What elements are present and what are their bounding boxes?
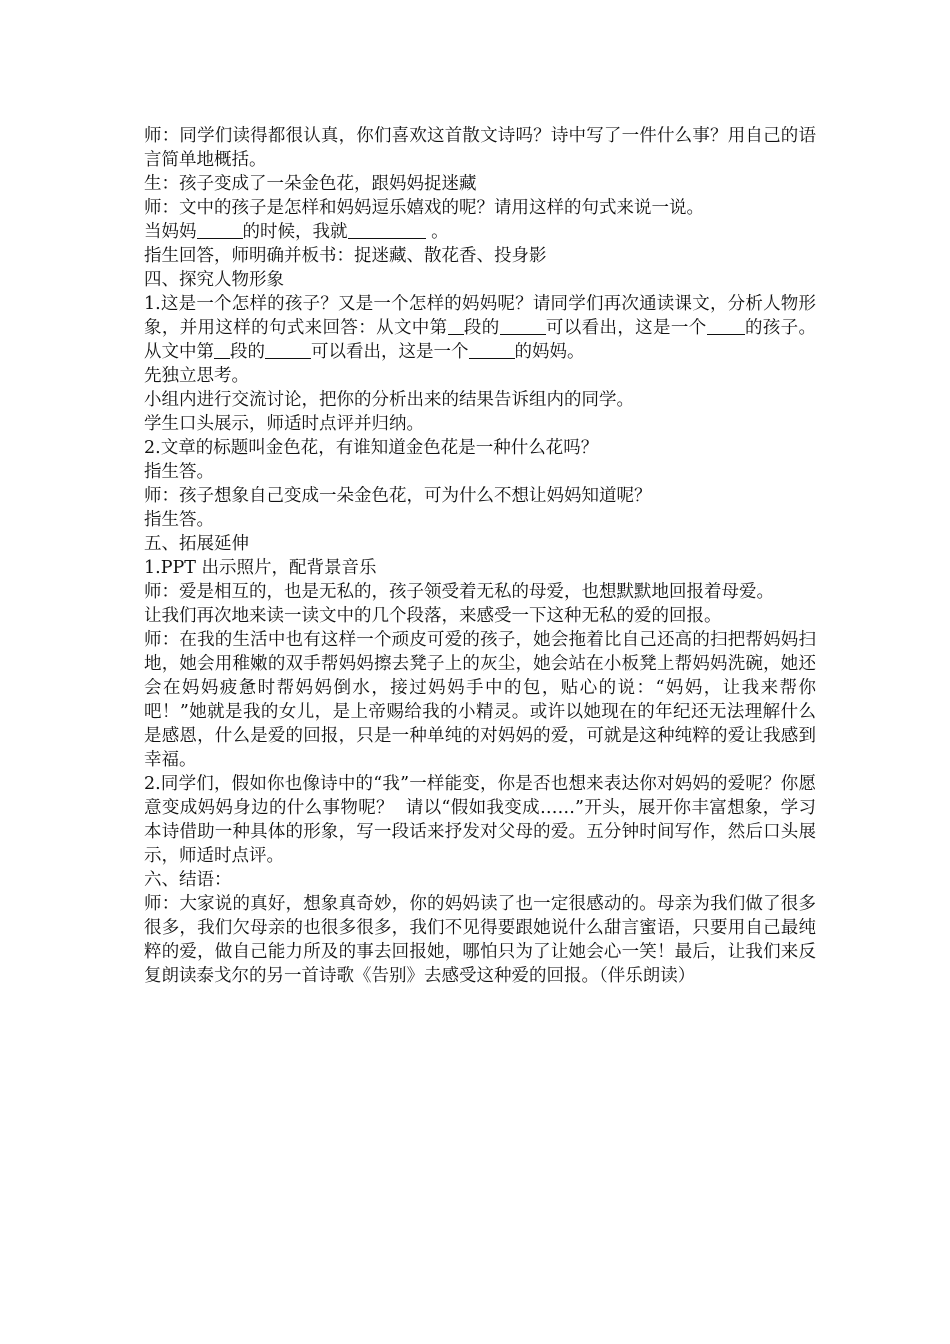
section-heading: 四、探究人物形象 xyxy=(144,270,284,290)
fill-blank xyxy=(265,340,311,359)
paragraph: 指生答。 xyxy=(144,462,214,482)
pattern-text: 。 xyxy=(425,222,449,242)
paragraph: 指生回答，师明确并板书：捉迷藏、散花香、投身影 xyxy=(144,246,547,266)
pattern-text: 可以看出，这是一个 xyxy=(545,318,707,338)
paragraph: 师：大家说的真好，想象真奇妙，你的妈妈读了也一定很感动的。母亲为我们做了很多很多，我们欠母亲的也很多很多，我们不见得要跟她说什么甜言蜜语，只要用自己最纯粹的爱，做自己能力所及的事去回报她，哪怕只为了让她会心一笑！最后，让我们来反复朗读泰戈尔的另一首诗歌《告别》去感受这种爱的回报。（伴乐朗读） xyxy=(144,894,816,986)
pattern-text: 的时候，我就 xyxy=(242,222,348,242)
fill-blank xyxy=(500,316,546,335)
paragraph: 2.同学们，假如你也像诗中的“我”一样能变，你是否也想来表达你对妈妈的爱呢？你愿意变成妈妈身边的什么事物呢？ 请以“假如我变成……”开头，展开你丰富想象，学习本诗借助一种具体的形象，写一段话来抒发对父母的爱。五分钟时间写作，然后口头展示，师适时点评。 xyxy=(144,774,816,866)
paragraph: 学生口头展示，师适时点评并归纳。 xyxy=(144,414,424,434)
paragraph: 生：孩子变成了一朵金色花，跟妈妈捉迷藏 xyxy=(144,174,477,194)
fill-blank xyxy=(448,316,464,335)
paragraph: 师：文中的孩子是怎样和妈妈逗乐嬉戏的呢？请用这样的句式来说一说。 xyxy=(144,198,704,218)
pattern-text: 可以看出，这是一个 xyxy=(311,342,469,362)
pattern-text: 的妈妈。 xyxy=(514,342,585,362)
sentence-pattern xyxy=(144,220,816,244)
fill-blank xyxy=(214,340,230,359)
fill-blank xyxy=(348,220,426,239)
paragraph: 师：孩子想象自己变成一朵金色花，可为什么不想让妈妈知道呢？ xyxy=(144,486,652,506)
pattern-text: 1.这是一个怎样的孩子？又是一个怎样的妈妈呢？请同学们再次通读课文，分析人物形象，并用这样的句式来回答：从文中第 xyxy=(144,294,816,338)
paragraph: 师：在我的生活中也有这样一个顽皮可爱的孩子，她会拖着比自己还高的扫把帮妈妈扫地，她会用稚嫩的双手帮妈妈擦去凳子上的灰尘，她会站在小板凳上帮妈妈洗碗，她还会在妈妈疲惫时帮妈妈倒水，接过妈妈手中的包，贴心的说：“妈妈，让我来帮你吧！”她就是我的女儿，是上帝赐给我的小精灵。或许以她现在的年纪还无法理解什么是感恩，什么是爱的回报，只是一种单纯的对妈妈的爱，可就是这种纯粹的爱让我感到幸福。 xyxy=(144,630,816,770)
pattern-text: 当妈妈 xyxy=(144,222,197,242)
section-heading: 六、结语： xyxy=(144,870,232,890)
paragraph: 让我们再次地来读一读文中的几个段落，来感受一下这种无私的爱的回报。 xyxy=(144,606,722,626)
paragraph: 师：同学们读得都很认真，你们喜欢这首散文诗吗？诗中写了一件什么事？用自己的语言简单地概括。 xyxy=(144,126,816,170)
section-heading: 五、拓展延伸 xyxy=(144,534,249,554)
question-pattern xyxy=(144,292,816,364)
paragraph: 2.文章的标题叫金色花，有谁知道金色花是一种什么花吗？ xyxy=(144,438,599,458)
fill-blank xyxy=(469,340,515,359)
fill-blank xyxy=(197,220,243,239)
pattern-text: 段的 xyxy=(463,318,500,338)
pattern-text: 段的 xyxy=(230,342,265,362)
paragraph: 指生答。 xyxy=(144,510,214,530)
paragraph: 1.PPT 出示照片，配背景音乐 xyxy=(144,558,377,578)
fill-blank xyxy=(707,316,745,335)
paragraph: 先独立思考。 xyxy=(144,366,249,386)
document-body xyxy=(144,124,816,988)
pattern-text: 的孩子。从文中第 xyxy=(144,318,817,362)
paragraph: 小组内进行交流讨论，把你的分析出来的结果告诉组内的同学。 xyxy=(144,390,634,410)
paragraph: 师：爱是相互的，也是无私的，孩子领受着无私的母爱，也想默默地回报着母爱。 xyxy=(144,582,774,602)
